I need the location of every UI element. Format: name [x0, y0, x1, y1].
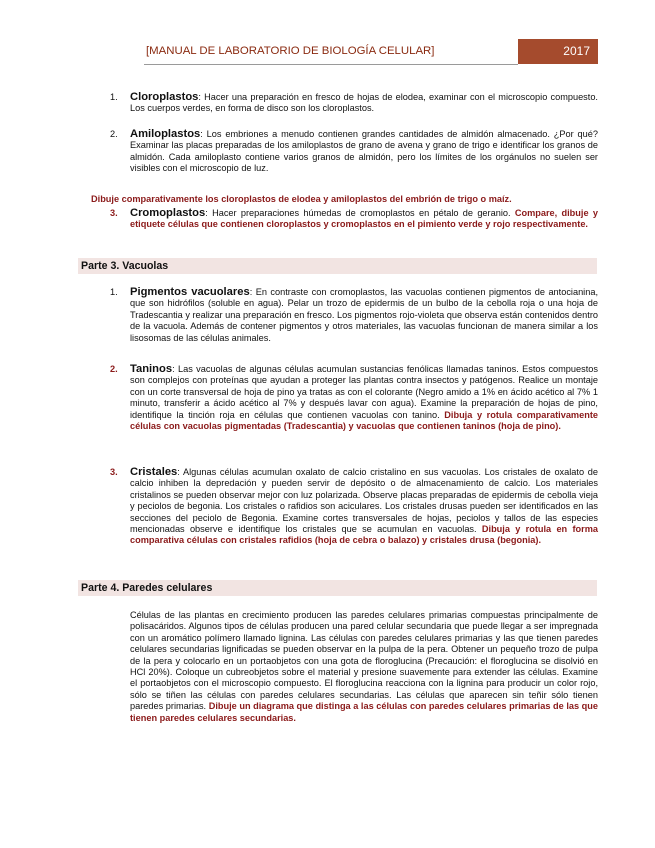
term-cromoplastos: Cromoplastos [130, 207, 206, 219]
term-cristales: Cristales [130, 466, 178, 478]
paredes-text: Células de las plantas en crecimiento producen las paredes celulares primarias compuestas principalmente de polisacáridos. Algunos tipos de células producen una pared celular secundaria que puede llegar a ser impregnada con un aromático polímero llamado lignina. Las células con paredes celulares primarias y las que tienen paredes celulares secundarias lignificadas se pueden observar en la pulpa de la pera. Obtener un pequeño trozo de pulpa de la pera y colocarlo en un portaobjetos con una gota de floroglucina (Precaución: el floroglucina se disolvió en HCl 20%). Coloque un cubreobjetos sobre el material y presione suavemente para extender las células. Examine el portaobjetos con el microscopio compuesto. El floroglucina reacciona con la lignina para producir un color rojo, sólo se tiñen las células con paredes celulares secundarias. Las células que aparecen sin teñir sólo tienen paredes primarias. [130, 610, 598, 712]
item-pigmentos [130, 287, 598, 344]
paredes-instruction: Dibuje un diagrama que distinga a las células con paredes celulares primarias de las que tienen paredes celulares secundarias. [130, 701, 598, 723]
item-taninos [130, 364, 598, 432]
term-amiloplastos: Amiloplastos [130, 128, 201, 140]
item-amiloplastos [130, 129, 598, 175]
header-divider [144, 64, 518, 65]
item-number: 2. [110, 129, 118, 139]
item-number: 1. [110, 92, 118, 102]
cromoplastos-text: : Hacer preparaciones húmedas de cromoplastos en pétalo de geranio. [205, 208, 511, 218]
taninos-instruction: Dibuja y rotula comparativamente células con vacuolas pigmentadas (Tradescantia) y vacuolas que contienen taninos (hoja de pino). [130, 409, 598, 432]
section-heading-parte3: Parte 3. Vacuolas [78, 258, 597, 274]
taninos-text: : Las vacuolas de algunas células acumulan sustancias fenólicas llamadas taninos. Estos compuestos son complejos con proteínas que ayudan a proteger las plantas contra insectos y patógenos. Realice un montaje con un corte transversal de hoja de pino ya tratas as con el colorante (Negro amido a 1% en ácido acético al 7% 1 minuto, transferir a ácido acético al 7% y después lavar con agua). Examine la preparación de hojas de pino, identifique la tinción roja en células que contienen vacuolas con tanino. [130, 364, 598, 420]
item-number: 2. [110, 364, 118, 374]
cristales-instruction: Dibuja y rotula en forma comparativa células con cristales rafidios (hoja de cebra o balazo) y cristales drusa (begonia). [130, 524, 598, 546]
item-cristales [130, 467, 598, 547]
pigmentos-text: : En contraste con cromoplastos, las vacuolas contienen pigmentos de antocianina, que son hidrófilos (soluble en agua). Pelar un trozo de epidermis de un bulbo de la cebolla roja o una hoja de Tradescantia y realizar una preparación en fresco. Los pigmentos rojo-violeta que observa están contenidos dentro de la vacuola. Además de contener pigmentos y otros materiales, las vacuolas funcionan de manera similar a los lisosomas de las células animales. [130, 287, 598, 343]
item-number: 1. [110, 287, 118, 297]
cristales-text: : Algunas células acumulan oxalato de calcio cristalino en sus vacuolas. Los cristales de oxalato de calcio inhiben la depredación y pueden servir de depósito o de almacenamiento de calcio. Los materiales cristalinos se pueden observar mejor con luz polarizada. Observe placas preparadas de epidermis de cebolla vieja y peciolos de begonia. Los cristales o rafidios son aciculares. Los cristales drusas pueden ser identificados en las secciones del peciolo de Begonia. Examine cortes transversales de hojas, peciolos y tallos de las especies mencionadas observe e identifique los cristales que se acumulan en vacuolas. [130, 467, 598, 535]
cromoplastos-instruction: Compare, dibuje y etiquete células que contienen cloroplastos y cromoplastos en el pimiento verde y rojo respectivamente. [130, 208, 598, 230]
term-taninos: Taninos [130, 363, 173, 375]
manual-title: [MANUAL DE LABORATORIO DE BIOLOGÍA CELULAR] [146, 45, 435, 57]
amiloplastos-text: : Los embriones a menudo contienen grandes cantidades de almidón almacenado. ¿Por qué? Examinar las placas preparadas de los amiloplastos de grano de avena y grano de trigo e identificar los granos de almidón. Cada amiloplasto contiene varios granos de almidón, pero los límites de los orgánulos no suelen ser visibles con el microscopio de luz. [130, 129, 598, 174]
paredes-celulares-paragraph [130, 610, 598, 724]
term-cloroplastos: Cloroplastos [130, 91, 199, 103]
item-number: 3. [110, 467, 118, 477]
item-number: 3. [110, 208, 118, 218]
item-cloroplastos [130, 92, 598, 115]
page-header [78, 39, 598, 65]
term-pigmentos: Pigmentos vacuolares [130, 286, 250, 298]
cloroplastos-text: : Hacer una preparación en fresco de hojas de elodea, examinar con el microscopio compuesto. Los cuerpos verdes, en forma de disco son los cloroplastos. [130, 92, 598, 114]
instruction-cloroplastos: Dibuje comparativamente los cloroplastos de elodea y amiloplastos del embrión de trigo o maíz. [91, 194, 512, 204]
header-year: 2017 [518, 39, 598, 64]
item-cromoplastos [130, 208, 598, 231]
section-heading-parte4: Parte 4. Paredes celulares [78, 580, 597, 596]
